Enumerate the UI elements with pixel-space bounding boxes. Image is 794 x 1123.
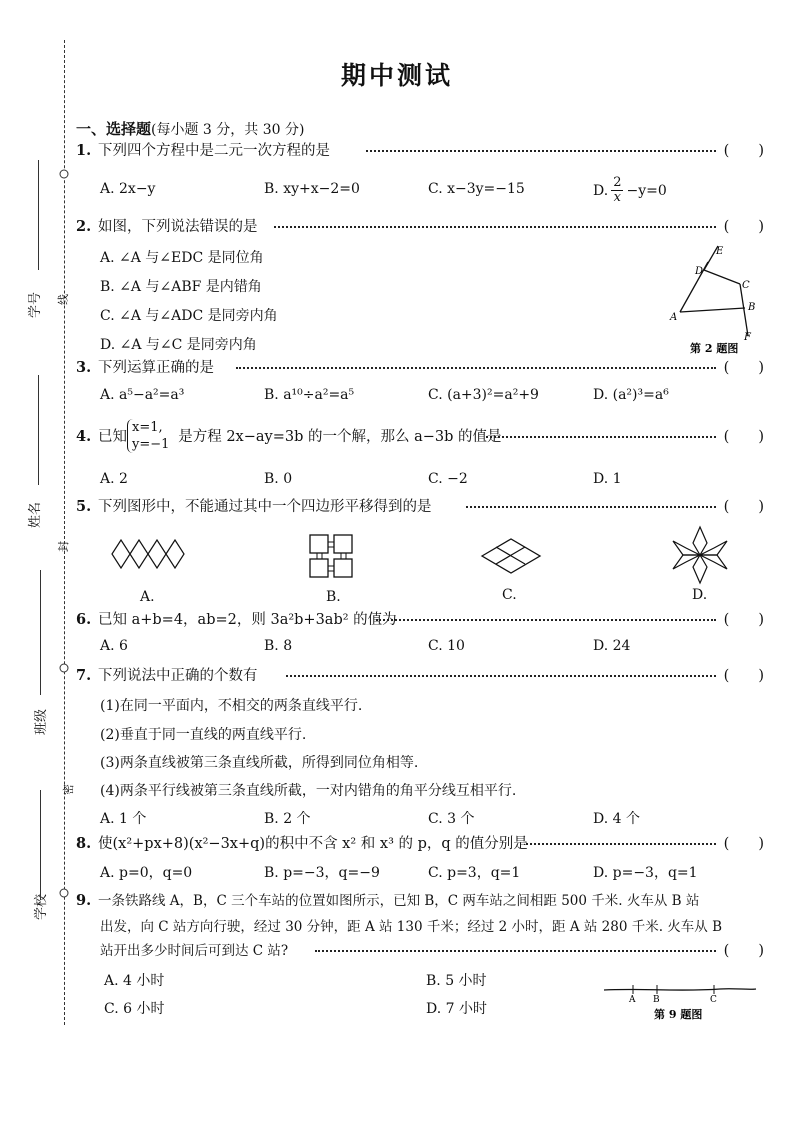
q2-option-c[interactable]: C. ∠A 与∠ADC 是同旁内角 (100, 308, 278, 324)
section-name: 一、选择题 (76, 120, 152, 138)
q9-leader (315, 950, 716, 952)
q2-pt-e: E (716, 246, 724, 257)
fill-line-4 (40, 790, 41, 900)
q6-number: 6. (76, 611, 92, 628)
q4-system-eq1: x=1, (132, 420, 163, 435)
q2-leader (274, 226, 716, 228)
q7-statement-3: (3)两条直线被第三条直线所截，所得到同位角相等. (100, 755, 419, 771)
mark-mi: 密 (62, 784, 75, 795)
q7-statement-1: (1)在同一平面内，不相交的两条直线平行. (100, 698, 363, 714)
fill-line-3 (40, 570, 41, 695)
q6-leader (376, 619, 716, 621)
q5-number: 5. (76, 498, 92, 515)
q2-pt-a: A (670, 312, 678, 323)
q2-pt-b: B (748, 302, 756, 313)
q5-option-c[interactable]: C. (502, 587, 517, 603)
q8-option-d[interactable]: D. p=−3，q=1 (593, 865, 698, 881)
q6-option-a[interactable]: A. 6 (100, 638, 128, 654)
q9-figure-caption: 第 9 题图 (654, 1008, 703, 1021)
q5-shape-b[interactable] (307, 532, 357, 584)
question-8 (76, 833, 764, 855)
q1-leader (366, 150, 716, 152)
q2-option-d[interactable]: D. ∠A 与∠C 是同旁内角 (100, 337, 257, 353)
q2-number: 2. (76, 218, 92, 235)
q6-answer-paren[interactable]: ( ) (723, 612, 764, 628)
question-7 (76, 665, 764, 687)
q1-option-a[interactable]: A. 2x−y (100, 181, 156, 197)
q7-option-b[interactable]: B. 2 个 (264, 811, 311, 827)
q2-option-b[interactable]: B. ∠A 与∠ABF 是内错角 (100, 279, 262, 295)
q1-option-b[interactable]: B. xy+x−2=0 (264, 181, 360, 197)
q9-station-a: A (629, 995, 636, 1005)
q7-option-c[interactable]: C. 3 个 (428, 811, 475, 827)
q1-answer-paren[interactable]: ( ) (723, 143, 764, 159)
q3-number: 3. (76, 359, 92, 376)
q2-pt-f: F (744, 332, 751, 343)
q1-text: 下列四个方程中是二元一次方程的是 (98, 143, 330, 159)
q3-option-b[interactable]: B. a¹⁰÷a²=a⁵ (264, 387, 355, 403)
q9-line-1: 一条铁路线 A，B，C 三个车站的位置如图所示，已知 B，C 两车站之间相距 500 千米. 火车从 B 站 (98, 893, 700, 909)
q2-figure-caption: 第 2 题图 (690, 342, 739, 355)
q1-d-rest: −y=0 (626, 182, 667, 199)
q7-statement-4: (4)两条平行线被第三条直线所截，一对内错角的角平分线互相平行. (100, 783, 517, 799)
q3-leader (236, 367, 716, 369)
q5-shape-a[interactable] (110, 536, 190, 576)
q5-option-d[interactable]: D. (692, 587, 708, 603)
q3-option-d[interactable]: D. (a²)³=a⁶ (593, 387, 669, 403)
q3-option-a[interactable]: A. a⁵−a²=a³ (100, 387, 185, 403)
q4-option-b[interactable]: B. 0 (264, 471, 293, 487)
section-note: (每小题 3 分，共 30 分) (151, 122, 305, 138)
q2-pt-d: D (695, 266, 704, 277)
label-school: 学校 (34, 893, 49, 920)
q8-answer-paren[interactable]: ( ) (723, 836, 764, 852)
q6-text: 已知 a+b=4，ab=2，则 3a²b+3ab² 的值为 (98, 612, 397, 628)
q9-line-3: 站开出多少时间后可到达 C 站? (100, 943, 289, 959)
mark-feng: 封 (57, 541, 70, 552)
q4-system (127, 419, 169, 453)
page-title: 期中测试 (340, 61, 453, 90)
q9-option-d[interactable]: D. 7 小时 (426, 1001, 487, 1017)
q8-option-a[interactable]: A. p=0，q=0 (100, 865, 193, 881)
q2-text: 如图，下列说法错误的是 (98, 219, 258, 235)
q8-option-b[interactable]: B. p=−3，q=−9 (264, 865, 380, 881)
label-name: 姓名 (28, 501, 43, 528)
q8-leader (526, 843, 716, 845)
q1-number: 1. (76, 142, 92, 159)
q4-option-a[interactable]: A. 2 (100, 471, 128, 487)
q7-number: 7. (76, 667, 92, 684)
q7-option-d[interactable]: D. 4 个 (593, 811, 640, 827)
q9-answer-paren[interactable]: ( ) (723, 943, 764, 959)
label-class: 班级 (34, 708, 49, 735)
q4-option-d[interactable]: D. 1 (593, 471, 622, 487)
q9-station-c: C (710, 995, 717, 1005)
section-heading (76, 118, 304, 139)
q2-figure (660, 240, 770, 360)
q7-option-a[interactable]: A. 1 个 (100, 811, 147, 827)
q6-option-c[interactable]: C. 10 (428, 638, 465, 654)
label-student-no: 学号 (28, 291, 43, 318)
fill-line-1 (38, 160, 39, 270)
q9-station-b: B (653, 995, 660, 1005)
q5-answer-paren[interactable]: ( ) (723, 499, 764, 515)
q1-option-c[interactable]: C. x−3y=−15 (428, 181, 525, 197)
q7-statement-2: (2)垂直于同一直线的两直线平行. (100, 727, 307, 743)
q5-option-a[interactable]: A. (140, 589, 155, 605)
q3-option-c[interactable]: C. (a+3)²=a²+9 (428, 387, 539, 403)
q2-answer-paren[interactable]: ( ) (723, 219, 764, 235)
q9-option-c[interactable]: C. 6 小时 (104, 1001, 165, 1017)
q8-number: 8. (76, 835, 92, 852)
q9-figure (600, 980, 760, 1022)
q1-d-label: D. (593, 182, 609, 199)
q5-shape-d[interactable] (668, 523, 732, 587)
q1-d-numerator: 2 (613, 175, 622, 190)
q1-option-d[interactable] (593, 176, 667, 205)
q4-text: 是方程 2x−ay=3b 的一个解，那么 a−3b 的值是 (178, 429, 502, 445)
q2-pt-c: C (742, 280, 750, 291)
q7-leader (286, 675, 716, 677)
q7-answer-paren[interactable]: ( ) (723, 668, 764, 684)
q4-pre: 已知 (98, 429, 127, 445)
q8-option-c[interactable]: C. p=3，q=1 (428, 865, 521, 881)
q8-text: 使(x²+px+8)(x²−3x+q)的积中不含 x² 和 x³ 的 p，q 的值分别是 (98, 836, 528, 852)
q3-text: 下列运算正确的是 (98, 360, 214, 376)
q9-option-b[interactable]: B. 5 小时 (426, 973, 487, 989)
q6-option-b[interactable]: B. 8 (264, 638, 293, 654)
q5-leader (466, 506, 716, 508)
q5-option-b[interactable]: B. (326, 589, 341, 605)
q7-text: 下列说法中正确的个数有 (98, 668, 258, 684)
q4-number: 4. (76, 428, 92, 445)
question-6 (76, 609, 764, 631)
q9-line-2: 出发，向 C 站方向行驶，经过 30 分钟，距 A 站 130 千米；经过 2 小时，距 A 站 280 千米. 火车从 B (100, 919, 723, 935)
q6-option-d[interactable]: D. 24 (593, 638, 631, 654)
question-2 (76, 216, 764, 238)
q1-d-denominator: x (613, 190, 621, 205)
question-5 (76, 496, 764, 518)
q4-leader (486, 436, 716, 438)
question-9 (76, 890, 764, 912)
q9-option-a[interactable]: A. 4 小时 (104, 973, 165, 989)
q3-answer-paren[interactable]: ( ) (723, 360, 764, 376)
q5-shape-c[interactable] (478, 536, 544, 576)
q2-option-a[interactable]: A. ∠A 与∠EDC 是同位角 (100, 250, 264, 266)
question-4 (76, 426, 764, 448)
q9-line-3-row (100, 940, 764, 962)
q4-option-c[interactable]: C. −2 (428, 471, 468, 487)
q4-system-eq2: y=−1 (132, 437, 170, 452)
q5-text: 下列图形中，不能通过其中一个四边形平移得到的是 (98, 499, 432, 515)
question-1 (76, 140, 764, 162)
fill-line-2 (38, 375, 39, 485)
question-3 (76, 357, 764, 379)
q4-answer-paren[interactable]: ( ) (723, 429, 764, 445)
mark-xian: 线 (57, 294, 70, 305)
q9-number: 9. (76, 892, 92, 909)
